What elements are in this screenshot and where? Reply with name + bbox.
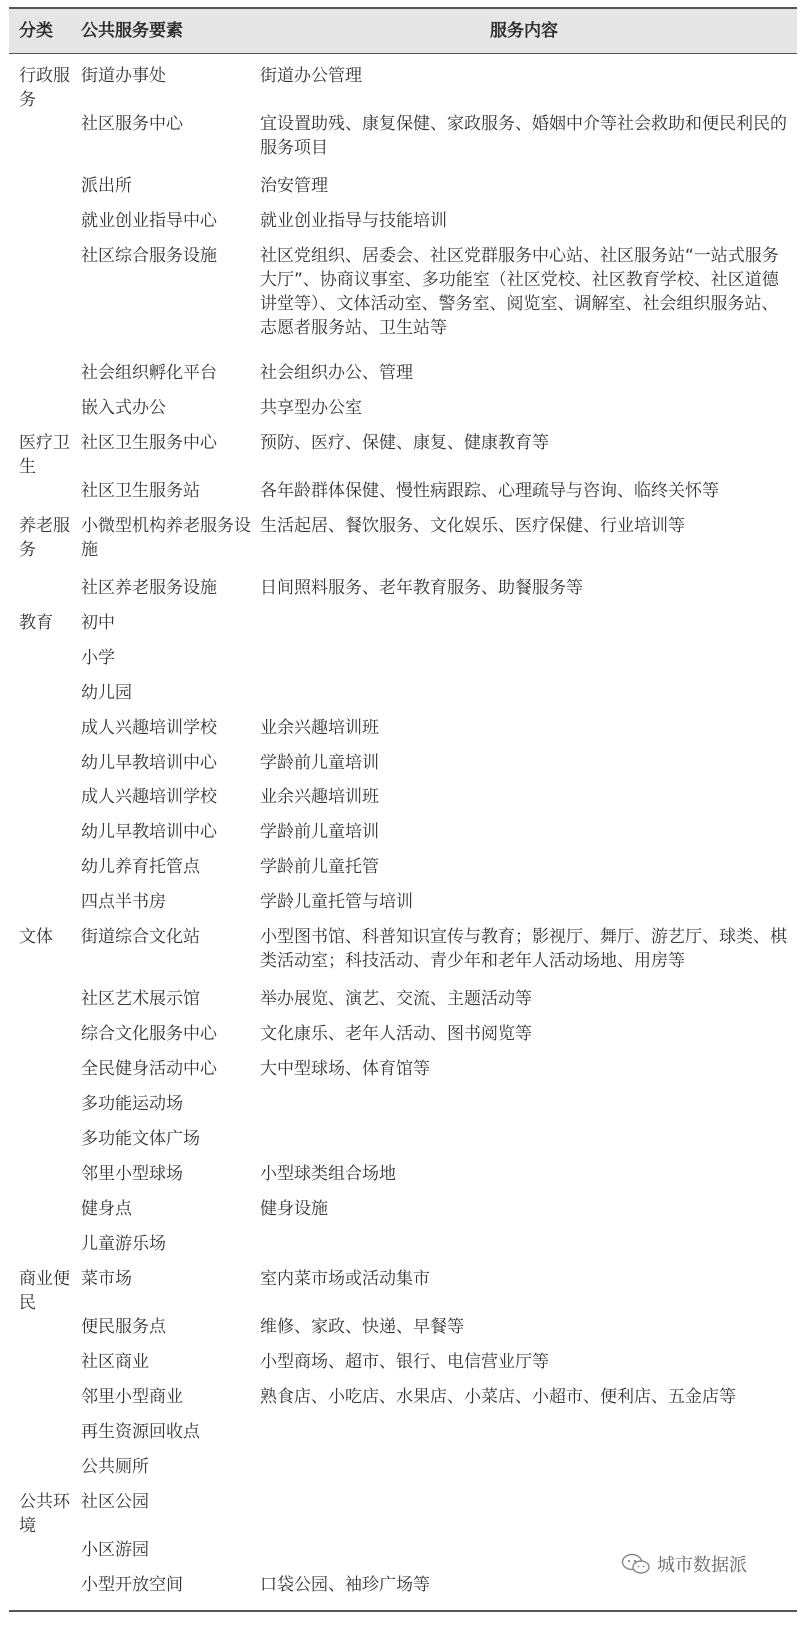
element-cell: 邻里小型商业	[81, 1387, 183, 1407]
content-cell: 大中型球场、体育馆等	[260, 1059, 430, 1079]
category-cell	[9, 855, 71, 890]
table-row	[9, 1490, 797, 1538]
table-row	[9, 514, 797, 576]
category-cell	[9, 1350, 71, 1385]
service-table	[9, 7, 797, 1612]
content-cell: 生活起居、餐饮服务、文化娱乐、医疗保健、行业培训等	[260, 516, 685, 536]
element-cell: 社区艺术展示馆	[81, 989, 200, 1009]
table-row	[9, 1022, 797, 1057]
content-cell: 各年龄群体保健、慢性病跟踪、心理疏导与咨询、临终关怀等	[260, 481, 719, 501]
category-cell	[9, 1385, 71, 1420]
element-cell: 成人兴趣培训学校	[81, 718, 217, 738]
element-cell: 幼儿早教培训中心	[81, 753, 217, 773]
table-row	[9, 1127, 797, 1162]
content-cell	[251, 681, 797, 716]
content-cell: 举办展览、演艺、交流、主题活动等	[260, 989, 532, 1009]
content-cell: 业余兴趣培训班	[260, 787, 379, 807]
watermark-text: 城市数据派	[657, 1555, 747, 1576]
table-body	[9, 54, 797, 1612]
category-cell	[9, 987, 71, 1022]
element-cell: 初中	[81, 613, 115, 633]
table-row	[9, 576, 797, 611]
table-row	[9, 112, 797, 174]
content-cell: 小型图书馆、科普知识宣传与教育；影视厅、舞厅、游艺厅、球类、棋类活动室；科技活动、青少年和老年人活动场地、用房等	[260, 927, 787, 971]
element-cell: 四点半书房	[81, 892, 166, 912]
content-cell: 学龄儿童托管与培训	[260, 892, 413, 912]
table-row	[9, 361, 797, 396]
category-cell	[9, 1455, 71, 1490]
table-row	[9, 987, 797, 1022]
category-cell	[9, 1057, 71, 1092]
table-row	[9, 1267, 797, 1315]
category-cell	[9, 1538, 71, 1573]
content-cell: 室内菜市场或活动集市	[260, 1269, 430, 1289]
table-row	[9, 1232, 797, 1267]
header-row	[9, 8, 797, 54]
category-cell: 医疗卫生	[19, 433, 70, 477]
content-cell: 维修、家政、快递、早餐等	[260, 1317, 464, 1337]
element-cell: 社会组织孵化平台	[81, 363, 217, 383]
category-cell	[9, 1022, 71, 1057]
table-row	[9, 611, 797, 646]
table-row	[9, 855, 797, 890]
content-cell	[251, 1490, 797, 1538]
element-cell: 小学	[81, 648, 115, 668]
category-cell	[9, 209, 71, 244]
content-cell: 治安管理	[260, 176, 328, 196]
content-cell: 熟食店、小吃店、水果店、小菜店、小超市、便利店、五金店等	[260, 1387, 736, 1407]
element-cell: 街道办事处	[81, 66, 166, 86]
element-cell: 小区游园	[81, 1540, 149, 1560]
category-cell	[9, 1127, 71, 1162]
table-row	[9, 174, 797, 209]
category-cell	[9, 890, 71, 925]
element-cell: 就业创业指导中心	[81, 211, 217, 231]
header-element: 公共服务要素	[71, 8, 251, 54]
category-cell	[9, 396, 71, 431]
element-cell: 社区服务中心	[81, 114, 183, 134]
category-cell	[9, 646, 71, 681]
category-cell	[9, 1232, 71, 1267]
table-row	[9, 1315, 797, 1350]
element-cell: 公共厕所	[81, 1457, 149, 1477]
content-cell: 口袋公园、袖珍广场等	[251, 1573, 797, 1611]
table-row	[9, 1057, 797, 1092]
category-cell	[9, 112, 71, 174]
category-cell	[9, 1092, 71, 1127]
element-cell: 社区综合服务设施	[81, 246, 217, 266]
table-row	[9, 1350, 797, 1385]
element-cell: 儿童游乐场	[81, 1234, 166, 1254]
table-row	[9, 244, 797, 361]
category-cell: 教育	[19, 613, 53, 633]
element-cell: 幼儿早教培训中心	[81, 822, 217, 842]
element-cell: 派出所	[81, 176, 132, 196]
content-cell: 小型球类组合场地	[260, 1164, 396, 1184]
element-cell: 便民服务点	[81, 1317, 166, 1337]
wechat-icon	[621, 1553, 651, 1575]
category-cell	[9, 1315, 71, 1350]
table-header	[9, 8, 797, 54]
element-cell: 全民健身活动中心	[81, 1059, 217, 1079]
content-cell	[251, 1420, 797, 1455]
table-row	[9, 646, 797, 681]
table-row	[9, 820, 797, 855]
watermark	[621, 1550, 747, 1578]
category-cell	[9, 576, 71, 611]
content-cell	[251, 1127, 797, 1162]
element-cell: 多功能文体广场	[81, 1129, 200, 1149]
category-cell: 公共环境	[19, 1492, 70, 1536]
table-row	[9, 1092, 797, 1127]
category-cell	[9, 785, 71, 820]
category-cell	[9, 1162, 71, 1197]
table-row	[9, 716, 797, 751]
table-row	[9, 925, 797, 987]
table-row	[9, 751, 797, 785]
element-cell: 健身点	[81, 1199, 132, 1219]
element-cell: 多功能运动场	[81, 1094, 183, 1114]
content-cell: 学龄前儿童培训	[260, 753, 379, 773]
table-row	[9, 209, 797, 244]
category-cell: 养老服务	[19, 516, 70, 560]
category-cell	[9, 1573, 71, 1611]
table-row	[9, 681, 797, 716]
category-cell	[9, 1197, 71, 1232]
category-cell: 文体	[19, 927, 53, 947]
table-row	[9, 1385, 797, 1420]
content-cell: 预防、医疗、保健、康复、健康教育等	[260, 433, 549, 453]
content-cell	[251, 611, 797, 646]
category-cell	[9, 174, 71, 209]
element-cell: 社区卫生服务站	[81, 481, 200, 501]
table-row	[9, 396, 797, 431]
category-cell: 行政服务	[19, 66, 70, 110]
table-row	[9, 431, 797, 479]
content-cell: 就业创业指导与技能培训	[260, 211, 447, 231]
content-cell: 健身设施	[260, 1199, 328, 1219]
content-cell: 学龄前儿童培训	[260, 822, 379, 842]
category-cell	[9, 479, 71, 514]
category-cell	[9, 1420, 71, 1455]
content-cell: 社会组织办公、管理	[260, 363, 413, 383]
table-row	[9, 479, 797, 514]
category-cell	[9, 751, 71, 785]
content-cell: 学龄前儿童托管	[260, 857, 379, 877]
content-cell	[251, 1232, 797, 1267]
element-cell: 社区养老服务设施	[81, 578, 217, 598]
element-cell: 邻里小型球场	[81, 1164, 183, 1184]
element-cell: 综合文化服务中心	[81, 1024, 217, 1044]
content-cell	[251, 1092, 797, 1127]
content-cell: 文化康乐、老年人活动、图书阅览等	[260, 1024, 532, 1044]
content-cell: 共享型办公室	[260, 398, 362, 418]
content-cell: 社区党组织、居委会、社区党群服务中心站、社区服务站“一站式服务大厅”、协商议事室、多功能室（社区党校、社区教育学校、社区道德讲堂等）、文体活动室、警务室、阅览室、调解室、社会组织服务站、志愿者服务站、卫生站等	[260, 246, 779, 338]
element-cell: 菜市场	[81, 1269, 132, 1289]
element-cell: 社区卫生服务中心	[81, 433, 217, 453]
content-cell: 小型商场、超市、银行、电信营业厅等	[260, 1352, 549, 1372]
element-cell: 再生资源回收点	[81, 1422, 200, 1442]
table-row	[9, 1573, 797, 1611]
header-category: 分类	[9, 8, 71, 54]
content-cell: 宜设置助残、康复保健、家政服务、婚姻中介等社会救助和便民利民的服务项目	[260, 114, 787, 158]
element-cell: 成人兴趣培训学校	[81, 787, 217, 807]
category-cell	[9, 820, 71, 855]
category-cell	[9, 716, 71, 751]
table-row	[9, 1420, 797, 1455]
table-row	[9, 1197, 797, 1232]
content-cell: 日间照料服务、老年教育服务、助餐服务等	[260, 578, 583, 598]
element-cell: 社区公园	[81, 1492, 149, 1512]
element-cell: 社区商业	[81, 1352, 149, 1372]
element-cell: 小微型机构养老服务设施	[81, 516, 251, 560]
element-cell: 街道综合文化站	[81, 927, 200, 947]
content-cell: 街道办公管理	[260, 66, 362, 86]
category-cell	[9, 361, 71, 396]
table-row	[9, 890, 797, 925]
element-cell: 幼儿养育托管点	[81, 857, 200, 877]
content-cell	[251, 646, 797, 681]
content-cell	[251, 1455, 797, 1490]
table-row	[9, 54, 797, 113]
content-cell: 业余兴趣培训班	[260, 718, 379, 738]
table-row	[9, 785, 797, 820]
element-cell: 嵌入式办公	[81, 398, 166, 418]
element-cell: 小型开放空间	[71, 1573, 251, 1611]
category-cell	[9, 244, 71, 361]
table-row	[9, 1162, 797, 1197]
table-row	[9, 1455, 797, 1490]
element-cell: 幼儿园	[81, 683, 132, 703]
category-cell	[9, 681, 71, 716]
category-cell: 商业便民	[19, 1269, 70, 1313]
header-content: 服务内容	[251, 8, 797, 54]
